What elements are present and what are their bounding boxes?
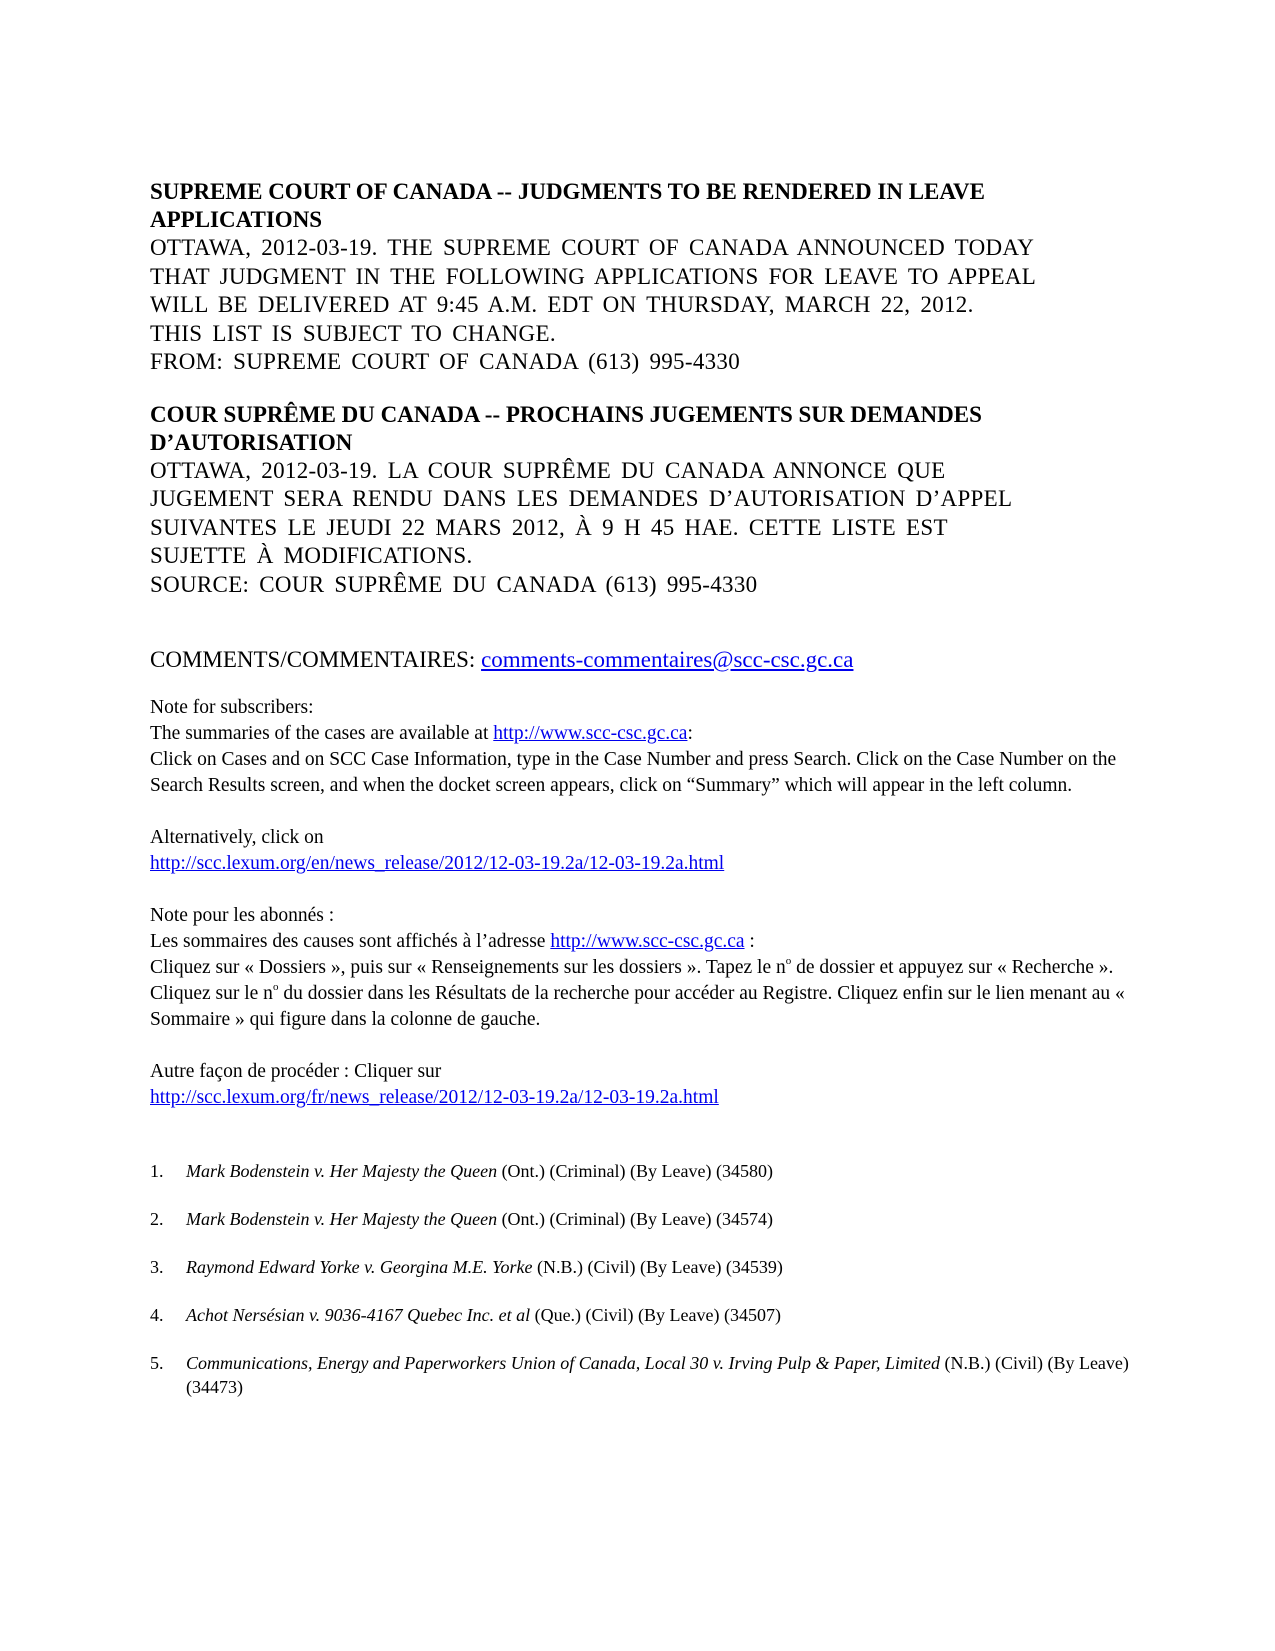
english-heading-line2: APPLICATIONS (150, 207, 323, 232)
case-number: 1. (150, 1161, 164, 1181)
note-en-summaries-text: The summaries of the cases are available at (150, 723, 494, 744)
english-announcement (150, 178, 1130, 377)
lexum-link-en[interactable]: http://scc.lexum.org/en/news_release/2012/12-03-19.2a/12-03-19.2a.html (150, 853, 725, 874)
case-details: (N.B.) (Civil) (By Leave) (34473) (186, 1353, 1129, 1397)
note-en-summaries-suffix: : (687, 723, 693, 744)
french-heading-line1: COUR SUPRÊME DU CANADA -- PROCHAINS JUGEMENTS SUR DEMANDES (150, 401, 982, 427)
french-announcement (150, 401, 1130, 600)
case-text (186, 1303, 1130, 1327)
french-line: OTTAWA, 2012-03-19. LA COUR SUPRÊME DU CANADA ANNONCE QUE (150, 457, 946, 483)
note-en-summaries (150, 721, 1130, 747)
subscriber-notes (150, 695, 1130, 1111)
french-body (150, 457, 1130, 600)
note-en-alt-link-line (150, 851, 1130, 877)
case-parties: Raymond Edward Yorke v. Georgina M.E. Yorke (186, 1257, 533, 1277)
english-line: OTTAWA, 2012-03-19. THE SUPREME COURT OF CANADA ANNOUNCED TODAY (150, 235, 1035, 260)
case-parties: Mark Bodenstein v. Her Majesty the Queen (186, 1161, 498, 1181)
french-line: SUJETTE À MODIFICATIONS. (150, 543, 473, 568)
french-line: SUIVANTES LE JEUDI 22 MARS 2012, À 9 H 45 HAE. CETTE LISTE EST (150, 514, 948, 540)
english-heading-line1: SUPREME COURT OF CANADA -- JUDGMENTS TO BE RENDERED IN LEAVE (150, 179, 985, 204)
english-line: FROM: SUPREME COURT OF CANADA (613) 995-4330 (150, 349, 741, 374)
note-fr-instructions (150, 955, 1130, 1033)
case-item (150, 1207, 1130, 1231)
note-fr-summaries-text: Les sommaires des causes sont affichés à l’adresse (150, 931, 551, 952)
case-text (186, 1159, 1130, 1183)
case-parties: Achot Nersésian v. 9036-4167 Quebec Inc. et al (186, 1305, 531, 1325)
superscript-o: o (785, 955, 792, 967)
case-list (150, 1159, 1130, 1399)
case-details: (N.B.) (Civil) (By Leave) (34539) (532, 1257, 783, 1277)
french-heading (150, 401, 1130, 457)
note-fr-title: Note pour les abonnés : (150, 905, 335, 926)
note-fr-instr-part1: Cliquez sur « Dossiers », puis sur « Renseignements sur les dossiers ». Tapez le n (150, 957, 786, 978)
english-line: THAT JUDGMENT IN THE FOLLOWING APPLICATIONS FOR LEAVE TO APPEAL (150, 263, 1037, 289)
case-details: (Ont.) (Criminal) (By Leave) (34580) (497, 1161, 773, 1181)
case-details: (Ont.) (Criminal) (By Leave) (34574) (497, 1209, 773, 1229)
scc-website-link-fr[interactable]: http://www.scc-csc.gc.ca (550, 931, 745, 952)
note-en-alt-prefix: Alternatively, click on (150, 827, 324, 848)
note-fr-instr-part2: de dossier et appuyez sur « Recherche ». Cliquez sur le n (150, 957, 1114, 1004)
case-item (150, 1303, 1130, 1327)
document-page (150, 178, 1130, 1423)
case-text (186, 1255, 1130, 1279)
case-text (186, 1351, 1130, 1399)
scc-website-link-en[interactable]: http://www.scc-csc.gc.ca (493, 723, 688, 744)
case-number: 2. (150, 1209, 164, 1229)
english-heading (150, 178, 1130, 234)
note-fr-instr-part3: du dossier dans les Résultats de la recherche pour accéder au Registre. Cliquez enfin sur le lien menant au « Sommaire » qui figure dans la colonne de gauche. (150, 983, 1125, 1030)
note-fr-alt-prefix: Autre façon de procéder : Cliquer sur (150, 1061, 442, 1082)
superscript-o: o (272, 981, 279, 993)
french-line: JUGEMENT SERA RENDU DANS LES DEMANDES D’AUTORISATION D’APPEL (150, 486, 1013, 511)
case-parties: Mark Bodenstein v. Her Majesty the Queen (186, 1209, 498, 1229)
french-line: SOURCE: COUR SUPRÊME DU CANADA (613) 995-4330 (150, 571, 758, 597)
case-item (150, 1159, 1130, 1183)
case-number: 4. (150, 1305, 164, 1325)
lexum-link-fr[interactable]: http://scc.lexum.org/fr/news_release/2012/12-03-19.2a/12-03-19.2a.html (150, 1087, 719, 1108)
comments-line (150, 645, 1130, 675)
english-line: THIS LIST IS SUBJECT TO CHANGE. (150, 320, 556, 346)
case-details: (Que.) (Civil) (By Leave) (34507) (530, 1305, 781, 1325)
note-en-title: Note for subscribers: (150, 697, 314, 718)
note-fr-summaries (150, 929, 1130, 955)
english-line: WILL BE DELIVERED AT 9:45 A.M. EDT ON THURSDAY, MARCH 22, 2012. (150, 292, 974, 317)
case-number: 3. (150, 1257, 164, 1277)
case-parties: Communications, Energy and Paperworkers Union of Canada, Local 30 v. Irving Pulp & Paper, Limited (186, 1353, 940, 1373)
comments-email-link[interactable]: comments-commentaires@scc-csc.gc.ca (481, 647, 854, 672)
comments-label: COMMENTS/COMMENTAIRES: (150, 647, 482, 672)
case-text (186, 1207, 1130, 1231)
note-en-instructions: Click on Cases and on SCC Case Information, type in the Case Number and press Search. Click on the Case Number on the Search Results screen, and when the docket screen appears, click on “Summary” which will appear in the left column. (150, 749, 1117, 796)
case-item (150, 1351, 1130, 1399)
case-number: 5. (150, 1353, 164, 1373)
case-item (150, 1255, 1130, 1279)
note-fr-alt-link-line (150, 1085, 1130, 1111)
french-heading-line2: D’AUTORISATION (150, 429, 353, 455)
english-body (150, 234, 1130, 377)
note-fr-summaries-suffix: : (744, 931, 755, 952)
